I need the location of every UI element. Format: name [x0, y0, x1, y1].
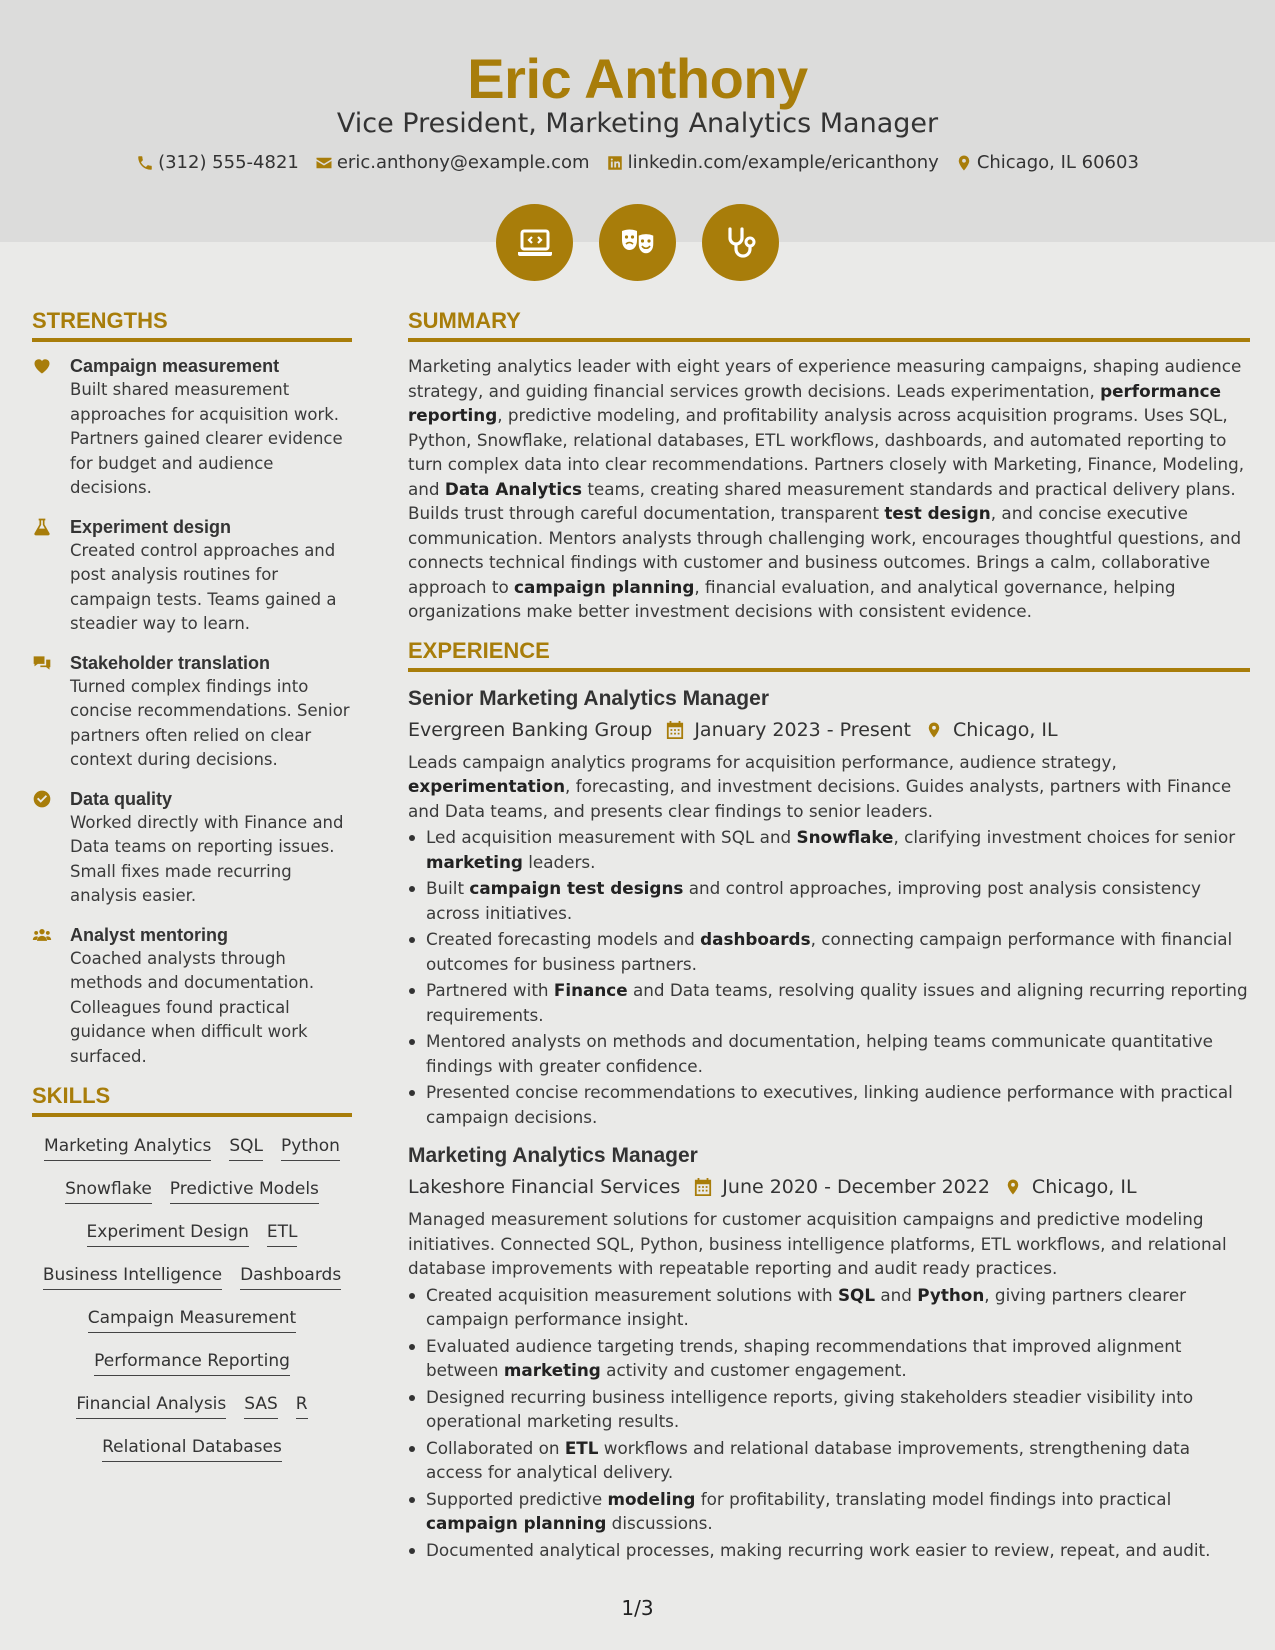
skill-tag: Marketing Analytics	[44, 1135, 211, 1161]
bold-keyword: experimentation	[408, 776, 566, 796]
text-run: Partnered with	[426, 980, 554, 1000]
text-run: , financial evaluation, and analytical governance, helping organizations make better investment decisions with consistent evidence.	[408, 576, 1176, 621]
map-pin-icon	[955, 154, 973, 172]
strength-item	[32, 515, 352, 637]
job-title: Marketing Analytics Manager	[408, 1144, 698, 1167]
text-run: leaders.	[522, 851, 596, 872]
skills-heading: SKILLS	[32, 1083, 352, 1117]
text-run: Collaborated on	[426, 1437, 565, 1458]
text-run: activity and customer engagement.	[600, 1360, 907, 1380]
job-company: Lakeshore Financial Services	[408, 1176, 681, 1198]
text-run: Supported predictive	[426, 1488, 608, 1509]
strength-desc: Built shared measurement approaches for acquisition work. Partners gained clearer evidence for budget and audience decisions.	[70, 380, 343, 497]
bold-keyword: test design	[884, 503, 991, 523]
bold-keyword: Finance	[553, 980, 628, 1000]
text-run: Mentored analysts on methods and documentation, helping teams communicate quantitative findings with greater confidence.	[426, 1031, 1213, 1076]
skill-tag: Experiment Design	[87, 1221, 249, 1247]
heart-icon	[32, 356, 52, 376]
theater-masks-icon	[618, 223, 658, 263]
badge-laptop	[496, 204, 573, 281]
summary-heading: SUMMARY	[408, 308, 1250, 342]
bold-keyword: dashboards	[700, 929, 811, 949]
job-bullet	[408, 1385, 1250, 1434]
skill-tag: ETL	[267, 1221, 298, 1247]
bold-keyword: Data Analytics	[444, 478, 583, 499]
job-entry	[408, 1141, 1250, 1562]
skills-row	[36, 1264, 348, 1290]
strength-item	[32, 651, 352, 773]
text-run: Presented concise recommendations to executives, linking audience performance with practical campaign decisions.	[426, 1082, 1233, 1127]
page-number: 1/3	[621, 1596, 654, 1620]
strength-desc: Worked directly with Finance and Data teams on reporting issues. Small fixes made recurring analysis easier.	[70, 812, 344, 905]
users-icon	[32, 925, 52, 945]
skills-row	[36, 1178, 348, 1204]
text-run: , connecting campaign performance with financial outcomes for business partners.	[426, 929, 1233, 974]
skills-row	[36, 1135, 348, 1161]
text-run: , and concise executive communication. Mentors analysts through challenging work, encourages thoughtful questions, and connects technical findings with customer and business outcomes. Brings a calm, collaborative approach to	[408, 503, 1242, 597]
job-bullets	[408, 825, 1250, 1129]
strength-desc: Turned complex findings into concise recommendations. Senior partners often relied on clear context during decisions.	[70, 676, 350, 769]
text-run: and Data teams, resolving quality issues and aligning recurring reporting requirements.	[426, 980, 1248, 1025]
check-circle-icon	[32, 789, 52, 809]
bold-keyword: performance reporting	[408, 380, 1221, 425]
job-title: Senior Marketing Analytics Manager	[408, 686, 769, 710]
left-column	[32, 308, 352, 1462]
text-run: Designed recurring business intelligence reports, giving stakeholders steadier visibility into operational marketing results.	[426, 1386, 1194, 1431]
skill-tag: Financial Analysis	[76, 1393, 226, 1419]
text-run: , predictive modeling, and profitability analysis across acquisition programs. Uses SQL, Python, Snowflake, relational databases, ETL workflows, dashboards, and automated reporting to turn complex data into clear recommendations. Partners closely with Marketing, Finance, Modeling, and	[408, 405, 1245, 499]
envelope-icon	[315, 154, 333, 172]
skill-tag: Relational Databases	[102, 1436, 282, 1462]
job-bullet	[408, 1080, 1250, 1129]
bold-keyword: SQL	[837, 1284, 876, 1305]
job-bullet	[408, 825, 1250, 874]
experience-heading: EXPERIENCE	[408, 638, 1250, 672]
job-bullet	[408, 1029, 1250, 1078]
skill-tag: Business Intelligence	[43, 1264, 222, 1290]
bold-keyword: campaign test designs	[469, 878, 684, 898]
contact-location-text: Chicago, IL 60603	[976, 152, 1139, 173]
job-meta	[408, 1171, 1250, 1203]
contact-phone-text: (312) 555-4821	[158, 152, 299, 173]
text-run: Managed measurement solutions for customer acquisition campaigns and predictive modeling initiatives. Connected SQL, Python, business intelligence platforms, ETL workflows, and relational database improvements with repeatable reporting and audit ready practices.	[408, 1209, 1227, 1278]
job-dates: January 2023 - Present	[694, 718, 911, 741]
contact-linkedin[interactable]	[606, 152, 939, 173]
strength-item	[32, 354, 352, 501]
text-run: Led acquisition measurement with SQL and	[426, 827, 797, 847]
skills-section	[32, 1083, 352, 1462]
text-run: discussions.	[606, 1513, 713, 1533]
job-entry	[408, 684, 1250, 1130]
skill-tag: R	[296, 1393, 308, 1419]
job-description	[408, 750, 1250, 824]
text-run: , giving partners clearer campaign performance insight.	[426, 1284, 1187, 1329]
strength-title: Campaign measurement	[70, 356, 280, 376]
job-location: Chicago, IL	[952, 718, 1058, 741]
bold-keyword: ETL	[564, 1437, 599, 1458]
skill-tag: SQL	[229, 1135, 263, 1161]
strength-desc: Coached analysts through methods and documentation. Colleagues found practical guidance when difficult work surfaced.	[70, 948, 315, 1066]
strength-title: Analyst mentoring	[70, 924, 229, 945]
summary-text	[408, 354, 1250, 624]
job-bullet	[408, 1283, 1250, 1332]
experience-list	[408, 684, 1250, 1563]
job-bullet	[408, 1334, 1250, 1383]
map-pin-icon	[925, 720, 943, 740]
strength-title: Experiment design	[70, 516, 232, 537]
skill-tag: Python	[281, 1135, 340, 1161]
text-run: Evaluated audience targeting trends, shaping recommendations that improved alignment between	[426, 1335, 1182, 1380]
job-dates: June 2020 - December 2022	[722, 1176, 990, 1198]
contact-email-text: eric.anthony@example.com	[336, 152, 590, 173]
skills-list	[32, 1129, 352, 1462]
job-bullet	[408, 978, 1250, 1027]
skills-row	[36, 1221, 348, 1247]
text-run: , forecasting, and investment decisions. Guides analysts, partners with Finance and Data teams, and presents clear findings to senior leaders.	[408, 776, 1232, 821]
text-run: Marketing analytics leader with eight years of experience measuring campaigns, shaping audience strategy, and guiding financial services growth decisions. Leads experimentation,	[408, 356, 1242, 401]
skill-tag: Campaign Measurement	[88, 1307, 296, 1333]
text-run: and	[875, 1284, 918, 1305]
job-bullet	[408, 927, 1250, 976]
interest-badges	[0, 204, 1275, 281]
bold-keyword: Snowflake	[796, 827, 894, 847]
badge-masks	[599, 204, 676, 281]
strengths-list	[32, 354, 352, 1069]
bold-keyword: modeling	[607, 1488, 696, 1509]
skill-tag: Snowflake	[65, 1178, 152, 1204]
bold-keyword: marketing	[426, 851, 523, 872]
strength-item	[32, 923, 352, 1070]
strength-desc: Created control approaches and post analysis routines for campaign tests. Teams gained a steadier way to learn.	[70, 540, 337, 633]
linkedin-icon	[606, 154, 624, 172]
bold-keyword: campaign planning	[514, 576, 695, 597]
skills-row	[36, 1393, 348, 1419]
text-run: Built	[426, 878, 470, 898]
stethoscope-icon	[721, 223, 761, 263]
skill-tag: SAS	[244, 1393, 278, 1419]
skill-tag: Performance Reporting	[94, 1350, 290, 1376]
contact-location	[955, 152, 1139, 173]
job-meta	[408, 714, 1250, 746]
laptop-code-icon	[515, 223, 555, 263]
text-run: Leads campaign analytics programs for acquisition performance, audience strategy,	[408, 751, 1117, 772]
text-run: Created acquisition measurement solutions with	[426, 1284, 838, 1305]
strength-item	[32, 787, 352, 909]
text-run: Documented analytical processes, making recurring work easier to review, repeat, and audit.	[426, 1539, 1211, 1560]
strength-title: Stakeholder translation	[70, 652, 271, 673]
text-run: for profitability, translating model findings into practical	[695, 1488, 1172, 1509]
map-pin-icon	[1004, 1177, 1022, 1197]
contact-bar	[0, 152, 1275, 173]
bold-keyword: Python	[917, 1284, 985, 1305]
skill-tag: Dashboards	[240, 1264, 341, 1290]
contact-linkedin-text: linkedin.com/example/ericanthony	[627, 152, 939, 173]
job-bullet	[408, 1436, 1250, 1485]
badge-stethoscope	[702, 204, 779, 281]
text-run: Created forecasting models and	[426, 929, 701, 949]
strengths-heading: STRENGTHS	[32, 308, 352, 342]
right-column	[408, 308, 1250, 1574]
text-run: teams, creating shared measurement standards and practical delivery plans. Builds trust through careful documentation, transparent	[408, 478, 1236, 523]
job-bullets	[408, 1283, 1250, 1563]
candidate-name: Eric Anthony	[467, 47, 808, 110]
text-run: and control approaches, improving post analysis consistency across initiatives.	[426, 878, 1201, 923]
job-bullet	[408, 1538, 1250, 1563]
text-run: workflows and relational database improvements, strengthening data access for analytical delivery.	[426, 1437, 1191, 1482]
skills-row	[36, 1307, 348, 1333]
bold-keyword: campaign planning	[426, 1513, 607, 1533]
skill-tag: Predictive Models	[170, 1178, 319, 1204]
flask-icon	[32, 517, 52, 537]
candidate-title: Vice President, Marketing Analytics Manager	[336, 108, 939, 139]
bold-keyword: marketing	[503, 1360, 601, 1380]
job-bullet	[408, 1487, 1250, 1536]
contact-phone[interactable]	[136, 152, 299, 173]
job-bullet	[408, 876, 1250, 925]
comments-icon	[32, 653, 52, 673]
phone-icon	[136, 154, 154, 172]
skills-row	[36, 1436, 348, 1462]
calendar-icon	[666, 720, 684, 740]
job-description	[408, 1207, 1250, 1281]
job-company: Evergreen Banking Group	[408, 718, 653, 741]
calendar-icon	[694, 1177, 712, 1197]
contact-email[interactable]	[315, 152, 590, 173]
text-run: , clarifying investment choices for senior	[893, 827, 1236, 847]
strength-title: Data quality	[70, 788, 173, 809]
job-location: Chicago, IL	[1031, 1176, 1137, 1198]
skills-row	[36, 1350, 348, 1376]
